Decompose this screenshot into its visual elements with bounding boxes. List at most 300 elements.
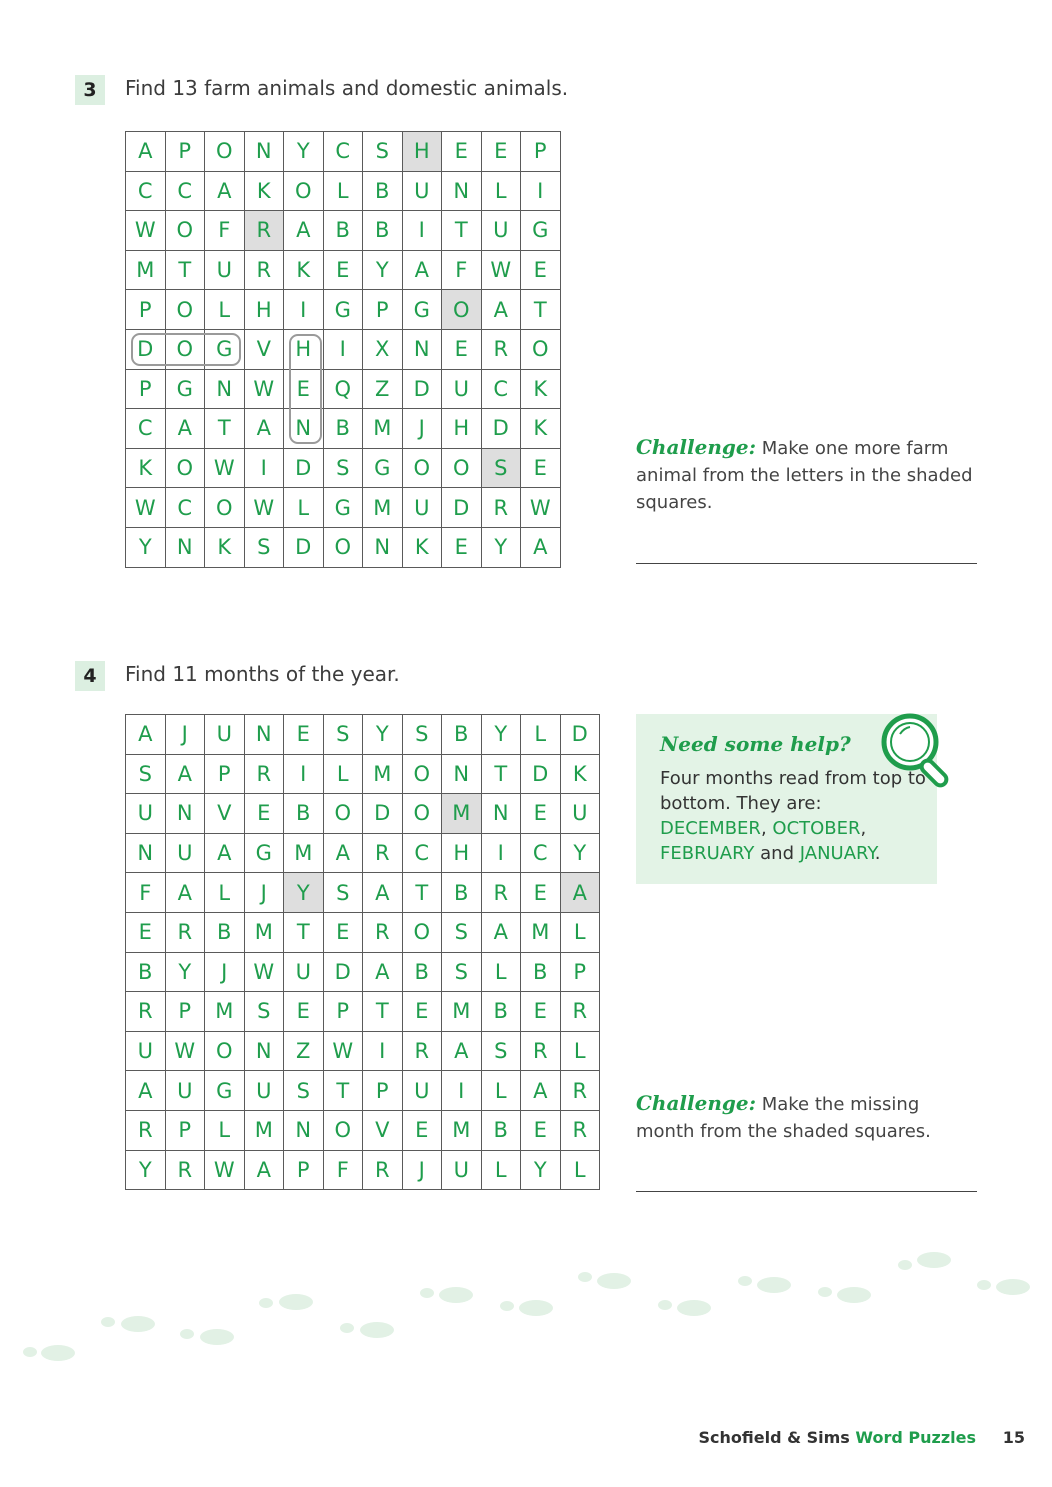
grid-cell[interactable]: U	[402, 488, 442, 528]
grid-cell[interactable]: Q	[323, 369, 363, 409]
grid-cell[interactable]: M	[244, 1110, 284, 1150]
grid-cell[interactable]: M	[442, 1110, 482, 1150]
grid-cell[interactable]: Y	[165, 952, 205, 992]
grid-cell[interactable]: D	[521, 754, 561, 794]
grid-cell[interactable]: B	[363, 171, 403, 211]
grid-cell[interactable]: L	[205, 290, 245, 330]
grid-cell[interactable]: O	[205, 488, 245, 528]
grid-cell[interactable]: E	[521, 873, 561, 913]
help-line: Four months read from top to bottom. They are:	[660, 768, 926, 814]
challenge-label: Challenge:	[636, 435, 756, 459]
grid-cell[interactable]: K	[205, 527, 245, 567]
grid-cell[interactable]: E	[521, 992, 561, 1032]
grid-cell[interactable]: C	[165, 488, 205, 528]
grid-cell[interactable]: U	[402, 1071, 442, 1111]
grid-cell[interactable]: L	[560, 1150, 600, 1190]
grid-cell[interactable]: F	[323, 1150, 363, 1190]
grid-cell[interactable]: Y	[284, 873, 324, 913]
grid-cell[interactable]: P	[323, 992, 363, 1032]
grid-cell[interactable]: L	[323, 171, 363, 211]
grid-cell[interactable]: R	[244, 250, 284, 290]
grid-cell[interactable]: S	[323, 715, 363, 755]
grid-cell[interactable]: O	[323, 1110, 363, 1150]
grid-cell[interactable]: O	[402, 794, 442, 834]
grid-cell[interactable]: M	[205, 992, 245, 1032]
grid-cell[interactable]: C	[402, 833, 442, 873]
grid-cell[interactable]: S	[442, 912, 482, 952]
grid-cell[interactable]: C	[521, 833, 561, 873]
footprints-decoration	[0, 1240, 1052, 1380]
grid-cell[interactable]: R	[165, 912, 205, 952]
grid-cell[interactable]: V	[244, 329, 284, 369]
grid-cell[interactable]: A	[521, 1071, 561, 1111]
grid-cell[interactable]: E	[521, 1110, 561, 1150]
grid-cell[interactable]: O	[165, 329, 205, 369]
grid-cell[interactable]: U	[165, 833, 205, 873]
grid-cell[interactable]: Y	[363, 250, 403, 290]
grid-cell[interactable]: M	[244, 912, 284, 952]
grid-cell[interactable]: I	[363, 1031, 403, 1071]
grid-cell[interactable]: Y	[363, 715, 403, 755]
word-search-grid-months[interactable]	[125, 714, 600, 1190]
grid-cell[interactable]: D	[442, 488, 482, 528]
grid-cell[interactable]: R	[363, 912, 403, 952]
help-sep: ,	[760, 818, 767, 839]
grid-cell[interactable]: G	[205, 329, 245, 369]
grid-cell[interactable]: A	[442, 1031, 482, 1071]
grid-cell[interactable]: C	[126, 409, 166, 449]
puzzle4-instruction: Find 11 months of the year.	[125, 662, 400, 686]
grid-cell[interactable]: P	[165, 132, 205, 172]
grid-cell[interactable]: M	[442, 992, 482, 1032]
grid-cell[interactable]: U	[442, 369, 482, 409]
grid-cell[interactable]: M	[363, 754, 403, 794]
grid-row	[126, 833, 600, 873]
grid-cell[interactable]: P	[165, 1110, 205, 1150]
grid-cell[interactable]: U	[481, 211, 521, 251]
grid-cell[interactable]: L	[560, 912, 600, 952]
grid-cell[interactable]: O	[402, 448, 442, 488]
grid-cell[interactable]: A	[126, 715, 166, 755]
grid-cell[interactable]: Z	[284, 1031, 324, 1071]
grid-cell[interactable]: L	[481, 1071, 521, 1111]
grid-cell[interactable]: F	[442, 250, 482, 290]
grid-cell[interactable]: W	[244, 952, 284, 992]
grid-cell[interactable]: S	[284, 1071, 324, 1111]
grid-cell[interactable]: Y	[126, 527, 166, 567]
grid-cell[interactable]: O	[165, 290, 205, 330]
help-and: and	[760, 843, 795, 864]
grid-row	[126, 1071, 600, 1111]
grid-cell[interactable]: T	[442, 211, 482, 251]
grid-cell[interactable]: A	[165, 409, 205, 449]
grid-cell[interactable]: B	[323, 211, 363, 251]
grid-cell[interactable]: D	[560, 715, 600, 755]
grid-cell[interactable]: X	[363, 329, 403, 369]
grid-cell[interactable]: S	[402, 715, 442, 755]
footer-publisher: Schofield & Sims	[698, 1428, 850, 1447]
grid-cell[interactable]: A	[205, 171, 245, 211]
grid-cell[interactable]: A	[284, 211, 324, 251]
grid-cell[interactable]: E	[521, 448, 561, 488]
grid-cell[interactable]: E	[284, 715, 324, 755]
grid-row	[126, 912, 600, 952]
grid-cell[interactable]: N	[363, 527, 403, 567]
grid-cell[interactable]: A	[402, 250, 442, 290]
grid-cell[interactable]: O	[521, 329, 561, 369]
grid-cell[interactable]: W	[521, 488, 561, 528]
grid-cell[interactable]: O	[284, 171, 324, 211]
grid-cell[interactable]: R	[244, 211, 284, 251]
grid-cell[interactable]: N	[284, 1110, 324, 1150]
grid-cell[interactable]: H	[244, 290, 284, 330]
grid-cell[interactable]: S	[481, 448, 521, 488]
grid-cell[interactable]: E	[126, 912, 166, 952]
grid-cell[interactable]: L	[205, 873, 245, 913]
grid-cell[interactable]: N	[126, 833, 166, 873]
grid-cell[interactable]: N	[442, 171, 482, 211]
grid-cell[interactable]: T	[402, 873, 442, 913]
grid-cell[interactable]: R	[126, 992, 166, 1032]
grid-cell[interactable]: L	[323, 754, 363, 794]
grid-cell[interactable]: S	[323, 448, 363, 488]
grid-cell[interactable]: E	[323, 250, 363, 290]
grid-cell[interactable]: P	[205, 754, 245, 794]
grid-cell[interactable]: N	[244, 132, 284, 172]
grid-cell[interactable]: N	[284, 409, 324, 449]
help-end: .	[874, 843, 881, 864]
challenge-4	[636, 1090, 981, 1145]
grid-cell[interactable]: I	[442, 1071, 482, 1111]
grid-cell[interactable]: C	[481, 369, 521, 409]
grid-cell[interactable]: I	[481, 833, 521, 873]
grid-cell[interactable]: V	[363, 1110, 403, 1150]
grid-cell[interactable]: B	[323, 409, 363, 449]
grid-cell[interactable]: S	[442, 952, 482, 992]
grid-cell[interactable]: J	[205, 952, 245, 992]
grid-cell[interactable]: K	[521, 409, 561, 449]
grid-cell[interactable]: D	[323, 952, 363, 992]
grid-cell[interactable]: W	[205, 448, 245, 488]
grid-row	[126, 369, 561, 409]
grid-cell[interactable]: P	[284, 1150, 324, 1190]
help-title: Need some help?	[660, 732, 851, 756]
grid-cell[interactable]: D	[363, 794, 403, 834]
grid-cell[interactable]: J	[244, 873, 284, 913]
answer-line-3[interactable]	[636, 563, 977, 564]
grid-cell[interactable]: O	[165, 448, 205, 488]
grid-cell[interactable]: E	[442, 132, 482, 172]
grid-row	[126, 409, 561, 449]
grid-cell[interactable]: A	[521, 527, 561, 567]
grid-cell[interactable]: O	[205, 1031, 245, 1071]
grid-cell[interactable]: K	[521, 369, 561, 409]
grid-cell[interactable]: C	[165, 171, 205, 211]
grid-cell[interactable]: O	[402, 754, 442, 794]
grid-cell[interactable]: T	[323, 1071, 363, 1111]
grid-cell[interactable]: F	[126, 873, 166, 913]
grid-cell[interactable]: T	[205, 409, 245, 449]
grid-cell[interactable]: E	[521, 794, 561, 834]
grid-cell[interactable]: S	[481, 1031, 521, 1071]
grid-cell[interactable]: W	[244, 369, 284, 409]
grid-cell[interactable]: B	[521, 952, 561, 992]
grid-cell[interactable]: H	[402, 132, 442, 172]
grid-cell[interactable]: R	[363, 1150, 403, 1190]
grid-cell[interactable]: G	[363, 448, 403, 488]
grid-cell[interactable]: U	[205, 715, 245, 755]
grid-cell[interactable]: E	[442, 527, 482, 567]
grid-cell[interactable]: H	[442, 409, 482, 449]
grid-cell[interactable]: I	[323, 329, 363, 369]
grid-cell[interactable]: R	[560, 992, 600, 1032]
puzzle3-instruction: Find 13 farm animals and domestic animals.	[125, 76, 569, 100]
grid-cell[interactable]: U	[560, 794, 600, 834]
grid-cell[interactable]: A	[481, 290, 521, 330]
grid-cell[interactable]: D	[284, 527, 324, 567]
grid-cell[interactable]: T	[521, 290, 561, 330]
grid-cell[interactable]: R	[481, 329, 521, 369]
grid-cell[interactable]: T	[165, 250, 205, 290]
grid-cell[interactable]: O	[402, 912, 442, 952]
grid-cell[interactable]: N	[402, 329, 442, 369]
grid-cell[interactable]: U	[205, 250, 245, 290]
grid-cell[interactable]: J	[402, 409, 442, 449]
grid-cell[interactable]: W	[126, 211, 166, 251]
grid-cell[interactable]: K	[244, 171, 284, 211]
grid-cell[interactable]: A	[126, 132, 166, 172]
grid-cell[interactable]: Y	[560, 833, 600, 873]
grid-cell[interactable]: P	[363, 290, 403, 330]
grid-cell[interactable]: U	[442, 1150, 482, 1190]
grid-cell[interactable]: W	[481, 250, 521, 290]
grid-cell[interactable]: E	[481, 132, 521, 172]
grid-cell[interactable]: F	[205, 211, 245, 251]
grid-cell[interactable]: R	[402, 1031, 442, 1071]
grid-cell[interactable]: W	[126, 488, 166, 528]
grid-cell[interactable]: L	[481, 171, 521, 211]
grid-cell[interactable]: G	[402, 290, 442, 330]
grid-cell[interactable]: R	[363, 833, 403, 873]
grid-cell[interactable]: O	[205, 132, 245, 172]
grid-cell[interactable]: P	[521, 132, 561, 172]
grid-cell[interactable]: I	[284, 754, 324, 794]
grid-cell[interactable]: W	[165, 1031, 205, 1071]
grid-cell[interactable]: I	[244, 448, 284, 488]
grid-cell[interactable]: D	[402, 369, 442, 409]
grid-cell[interactable]: C	[323, 132, 363, 172]
challenge-text: Make one more farm animal from the letters in the shaded squares.	[636, 438, 973, 513]
grid-cell[interactable]: E	[442, 329, 482, 369]
grid-cell[interactable]: U	[165, 1071, 205, 1111]
grid-cell[interactable]: W	[244, 488, 284, 528]
grid-cell[interactable]: Y	[284, 132, 324, 172]
grid-cell[interactable]: L	[560, 1031, 600, 1071]
grid-cell[interactable]: N	[165, 527, 205, 567]
help-sep: ,	[860, 818, 867, 839]
grid-cell[interactable]: K	[126, 448, 166, 488]
grid-cell[interactable]: R	[481, 873, 521, 913]
grid-row	[126, 290, 561, 330]
grid-cell[interactable]: U	[126, 794, 166, 834]
grid-cell[interactable]: N	[165, 794, 205, 834]
grid-cell[interactable]: N	[442, 754, 482, 794]
word-search-grid-animals[interactable]	[125, 131, 561, 568]
grid-cell[interactable]: A	[205, 833, 245, 873]
answer-line-4[interactable]	[636, 1191, 977, 1192]
grid-cell[interactable]: Z	[363, 369, 403, 409]
grid-row	[126, 448, 561, 488]
grid-cell[interactable]: M	[363, 409, 403, 449]
grid-cell[interactable]: A	[323, 833, 363, 873]
grid-cell[interactable]: Y	[126, 1150, 166, 1190]
grid-cell[interactable]: R	[126, 1110, 166, 1150]
grid-cell[interactable]: A	[481, 912, 521, 952]
grid-cell[interactable]: W	[323, 1031, 363, 1071]
grid-cell[interactable]: B	[402, 952, 442, 992]
grid-cell[interactable]: N	[481, 794, 521, 834]
grid-cell[interactable]: U	[126, 1031, 166, 1071]
grid-cell[interactable]: G	[323, 290, 363, 330]
grid-cell[interactable]: A	[165, 873, 205, 913]
grid-cell[interactable]: J	[402, 1150, 442, 1190]
grid-cell[interactable]: D	[126, 329, 166, 369]
grid-cell[interactable]: A	[244, 1150, 284, 1190]
grid-cell[interactable]: B	[126, 952, 166, 992]
grid-row	[126, 754, 600, 794]
grid-cell[interactable]: H	[442, 833, 482, 873]
grid-cell[interactable]: S	[126, 754, 166, 794]
grid-cell[interactable]: J	[165, 715, 205, 755]
grid-cell[interactable]: R	[165, 1150, 205, 1190]
grid-cell[interactable]: M	[126, 250, 166, 290]
grid-cell[interactable]: T	[363, 992, 403, 1032]
grid-cell[interactable]: R	[521, 1031, 561, 1071]
grid-cell[interactable]: U	[402, 171, 442, 211]
grid-cell[interactable]: N	[244, 715, 284, 755]
grid-cell[interactable]: Y	[481, 715, 521, 755]
grid-cell[interactable]: O	[165, 211, 205, 251]
grid-cell[interactable]: K	[560, 754, 600, 794]
grid-cell[interactable]: D	[284, 448, 324, 488]
grid-cell[interactable]: L	[521, 715, 561, 755]
challenge-text: Make the missing month from the shaded squares.	[636, 1094, 931, 1142]
grid-cell[interactable]: U	[244, 1071, 284, 1111]
grid-cell[interactable]: E	[284, 992, 324, 1032]
grid-cell[interactable]: P	[126, 290, 166, 330]
grid-cell[interactable]: C	[126, 171, 166, 211]
grid-cell[interactable]: E	[284, 369, 324, 409]
grid-cell[interactable]: B	[205, 912, 245, 952]
grid-cell[interactable]: B	[481, 1110, 521, 1150]
grid-cell[interactable]: E	[521, 250, 561, 290]
grid-row	[126, 132, 561, 172]
grid-cell[interactable]: U	[284, 952, 324, 992]
grid-cell[interactable]: A	[165, 754, 205, 794]
grid-cell[interactable]: W	[205, 1150, 245, 1190]
grid-cell[interactable]: Y	[521, 1150, 561, 1190]
grid-cell[interactable]: O	[442, 448, 482, 488]
grid-cell[interactable]: R	[560, 1110, 600, 1150]
grid-cell[interactable]: M	[442, 794, 482, 834]
grid-cell[interactable]: G	[165, 369, 205, 409]
grid-cell[interactable]: R	[244, 754, 284, 794]
grid-cell[interactable]: G	[521, 211, 561, 251]
grid-cell[interactable]: M	[284, 833, 324, 873]
grid-cell[interactable]: V	[205, 794, 245, 834]
grid-cell[interactable]: S	[244, 992, 284, 1032]
grid-cell[interactable]: E	[402, 992, 442, 1032]
help-month-february: FEBRUARY	[660, 843, 755, 864]
grid-cell[interactable]: Y	[481, 527, 521, 567]
grid-cell[interactable]: E	[323, 912, 363, 952]
grid-row	[126, 250, 561, 290]
grid-cell[interactable]: O	[323, 527, 363, 567]
grid-cell[interactable]: L	[481, 1150, 521, 1190]
grid-cell[interactable]: M	[363, 488, 403, 528]
grid-cell[interactable]: B	[481, 992, 521, 1032]
grid-cell[interactable]: B	[363, 211, 403, 251]
help-month-december: DECEMBER	[660, 818, 761, 839]
grid-cell[interactable]: T	[284, 912, 324, 952]
grid-cell[interactable]: K	[284, 250, 324, 290]
grid-cell[interactable]: I	[402, 211, 442, 251]
grid-cell[interactable]: R	[560, 1071, 600, 1111]
grid-cell[interactable]: B	[284, 794, 324, 834]
grid-cell[interactable]: R	[481, 488, 521, 528]
grid-cell[interactable]: P	[363, 1071, 403, 1111]
grid-cell[interactable]: P	[560, 952, 600, 992]
challenge-label: Challenge:	[636, 1091, 756, 1115]
grid-cell[interactable]: S	[363, 132, 403, 172]
grid-cell[interactable]: H	[284, 329, 324, 369]
grid-cell[interactable]: A	[560, 873, 600, 913]
grid-cell[interactable]: G	[323, 488, 363, 528]
grid-cell[interactable]: S	[323, 873, 363, 913]
grid-cell[interactable]: E	[244, 794, 284, 834]
grid-cell[interactable]: I	[521, 171, 561, 211]
grid-cell[interactable]: P	[165, 992, 205, 1032]
grid-cell[interactable]: B	[442, 873, 482, 913]
grid-cell[interactable]: M	[521, 912, 561, 952]
grid-cell[interactable]: L	[284, 488, 324, 528]
grid-cell[interactable]: L	[481, 952, 521, 992]
grid-cell[interactable]: L	[205, 1110, 245, 1150]
grid-row	[126, 794, 600, 834]
grid-row	[126, 171, 561, 211]
grid-cell[interactable]: E	[402, 1110, 442, 1150]
grid-cell[interactable]: I	[284, 290, 324, 330]
grid-cell[interactable]: O	[442, 290, 482, 330]
grid-cell[interactable]: N	[205, 369, 245, 409]
grid-cell[interactable]: B	[442, 715, 482, 755]
grid-cell[interactable]: N	[244, 1031, 284, 1071]
grid-cell[interactable]: A	[126, 1071, 166, 1111]
footer-series: Word Puzzles	[855, 1428, 976, 1447]
grid-cell[interactable]: A	[363, 873, 403, 913]
grid-cell[interactable]: D	[481, 409, 521, 449]
grid-cell[interactable]: A	[244, 409, 284, 449]
grid-cell[interactable]: G	[205, 1071, 245, 1111]
grid-cell[interactable]: G	[244, 833, 284, 873]
grid-cell[interactable]: S	[244, 527, 284, 567]
grid-cell[interactable]: T	[481, 754, 521, 794]
grid-cell[interactable]: K	[402, 527, 442, 567]
grid-cell[interactable]: O	[323, 794, 363, 834]
grid-cell[interactable]: A	[363, 952, 403, 992]
grid-cell[interactable]: P	[126, 369, 166, 409]
grid-row	[126, 1110, 600, 1150]
